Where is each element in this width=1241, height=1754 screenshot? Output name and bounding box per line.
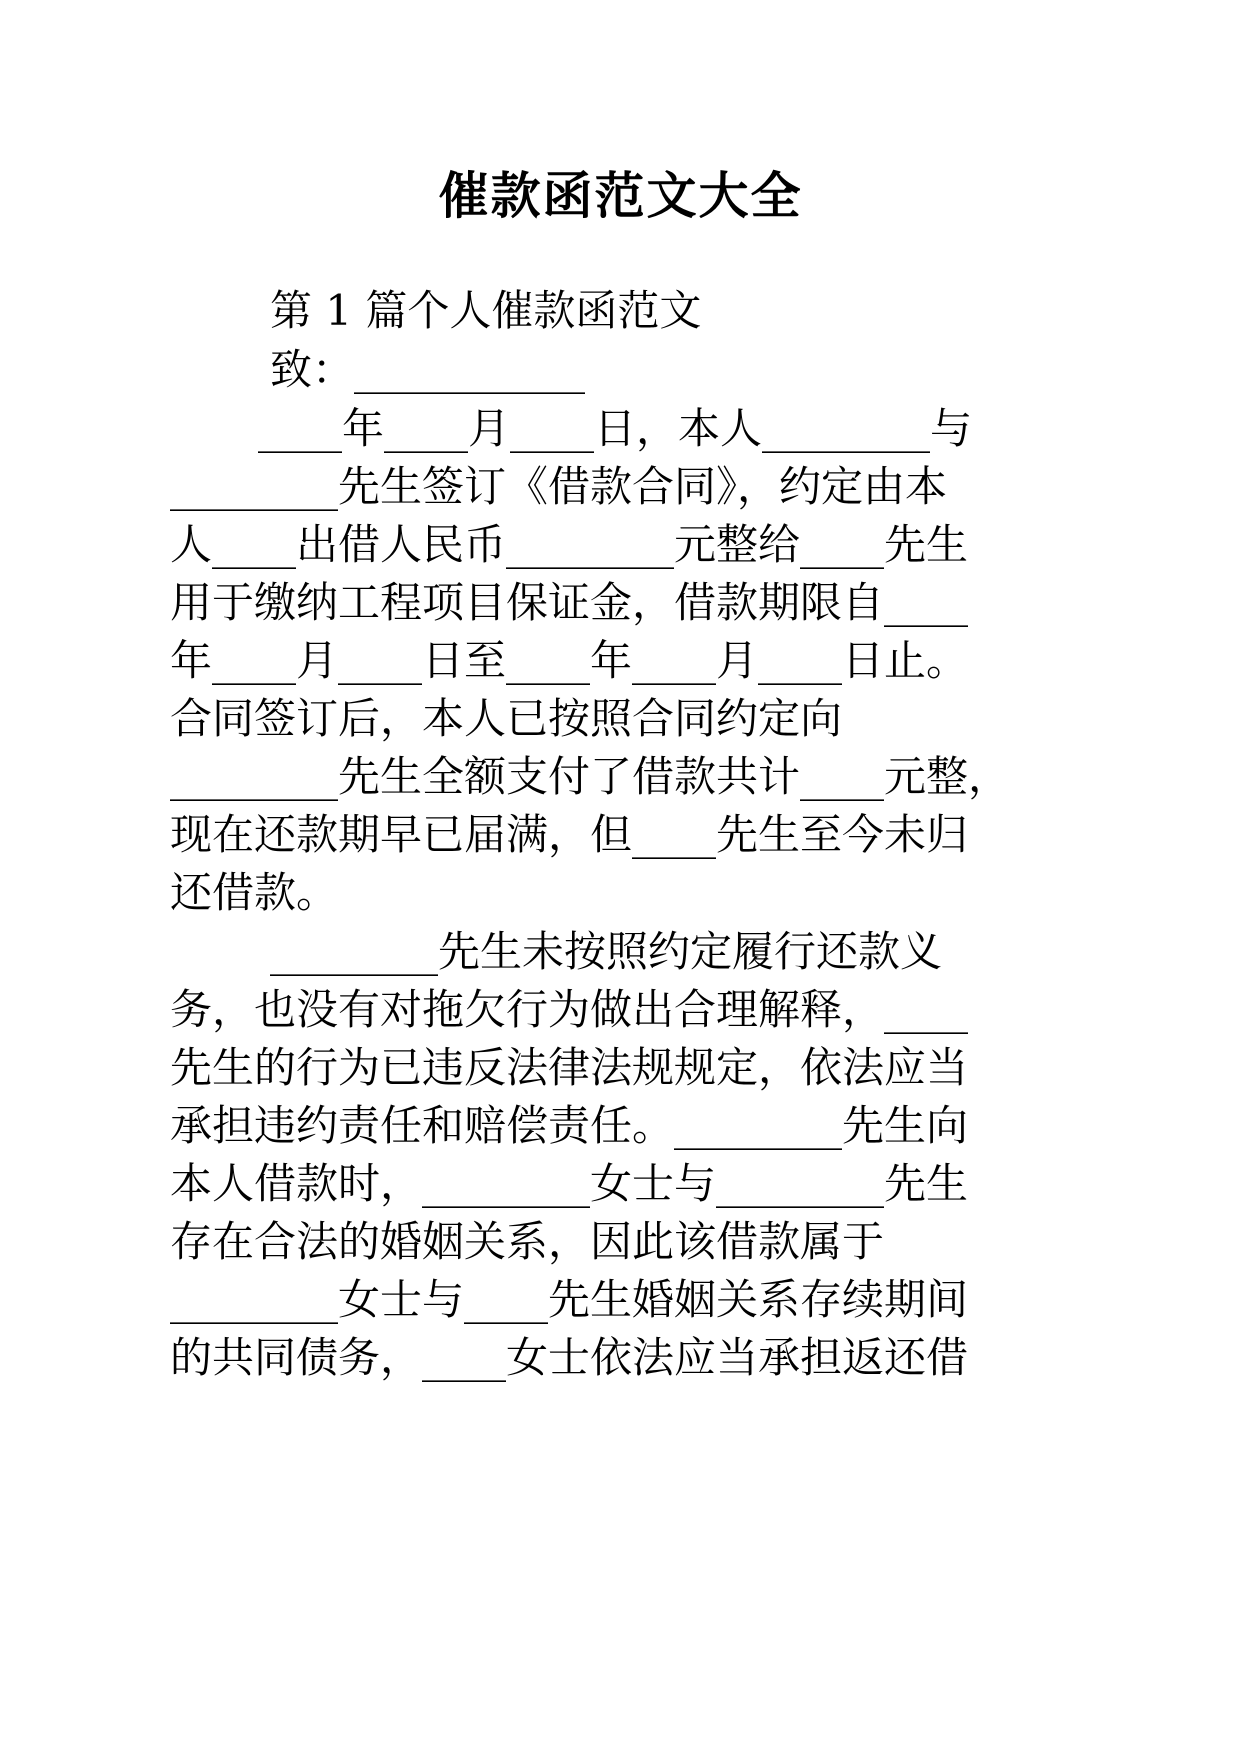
text-line: 合同签订后，本人已按照合同约定向 <box>170 694 843 743</box>
text-line: 人____出借人民币________元整给____先生 <box>170 520 969 569</box>
text-line: 承担违约责任和赔偿责任。________先生向 <box>170 1101 969 1150</box>
text-line: 用于缴纳工程项目保证金，借款期限自____ <box>170 578 969 627</box>
text-line: 还借款。 <box>170 868 339 917</box>
section-heading: 第 1 篇个人催款函范文 <box>270 286 702 335</box>
text-line: 年____月____日至____年____月____日止。 <box>170 636 969 685</box>
text-line: ________女士与____先生婚姻关系存续期间 <box>170 1275 969 1324</box>
text-line: ____年____月____日，本人________与 <box>258 404 973 453</box>
document-title: 催款函范文大全 <box>438 166 803 225</box>
text-line: 存在合法的婚姻关系，因此该借款属于 <box>170 1217 885 1266</box>
text-line: 的共同债务，____女士依法应当承担返还借 <box>170 1333 969 1382</box>
text-line: ________先生全额支付了借款共计____元整， <box>170 752 1011 801</box>
text-line: 致：___________ <box>270 345 586 394</box>
text-line: 本人借款时，________女士与________先生 <box>170 1159 969 1208</box>
text-line: 现在还款期早已届满，但____先生至今未归 <box>170 810 969 859</box>
text-line: 务，也没有对拖欠行为做出合理解释，____ <box>170 985 969 1034</box>
text-line: ________先生未按照约定履行还款义 <box>270 927 943 976</box>
text-line: ________先生签订《借款合同》，约定由本 <box>170 462 948 511</box>
text-line: 先生的行为已违反法律法规规定，依法应当 <box>170 1043 969 1092</box>
